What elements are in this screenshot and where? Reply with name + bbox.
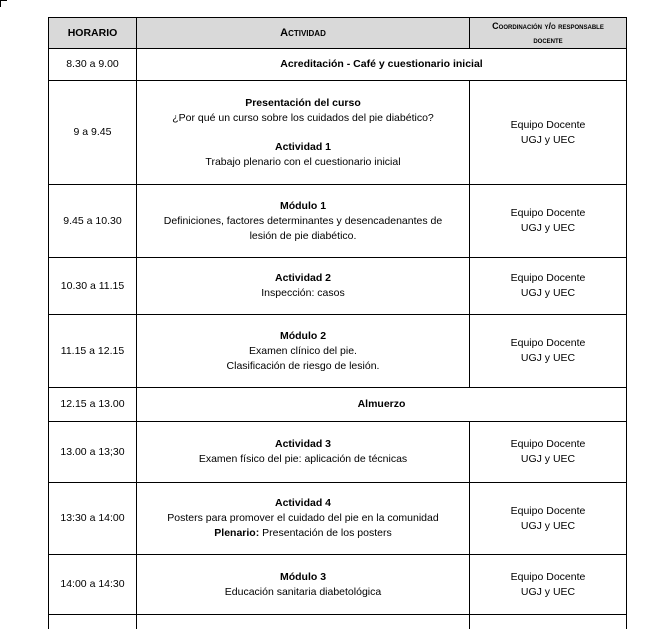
activity-cell [137,258,470,315]
coordination-units: UGJ y UEC [520,287,576,299]
coordination-team: Equipo Docente [510,570,586,583]
activity-title: Actividad 1 [274,140,332,153]
time-cell: 13:30 a 14:00 [49,483,137,555]
plenario-label: Plenario: [214,527,260,539]
page-corner-mark [0,0,7,7]
coordination-team: Equipo Docente [510,337,586,349]
full-activity-cell: Acreditación - Café y cuestionario inicial [137,49,627,81]
header-actividad: Actividad [137,18,470,49]
activity-cell [137,185,470,258]
header-coordinacion [470,18,627,49]
coordination-cell [470,185,627,258]
activity-cell [137,555,470,615]
activity-title: Actividad 3 [274,438,332,450]
full-activity-cell: Almuerzo [137,388,627,422]
time-cell: 9 a 9.45 [49,81,137,185]
header-horario: HORARIO [49,18,137,49]
schedule-table [48,17,627,629]
time-cell: 11.15 a 12.15 [49,315,137,388]
activity-text: Clasificación de riesgo de lesión. [226,359,380,372]
activity-text: ¿Por qué un curso sobre los cuidados del pie diabético? [172,111,434,124]
coordination-team: Equipo Docente [510,504,586,517]
coordination-units: UGJ y UEC [520,133,576,146]
activity-cell [137,315,470,388]
coordination-team: Equipo Docente [510,438,586,450]
activity-title: Actividad 2 [274,272,332,284]
time-cell: 9.45 a 10.30 [49,185,137,258]
activity-text: Examen clínico del pie. [249,344,357,357]
coordination-cell [470,81,627,185]
header-row [49,18,627,49]
coordination-units: UGJ y UEC [520,222,576,234]
time-cell: 8.30 a 9.00 [49,49,137,81]
coordination-cell [470,422,627,483]
time-cell: 13.00 a 13;30 [49,422,137,483]
coordination-units: UGJ y UEC [520,585,576,598]
coordination-units: UGJ y UEC [520,352,576,364]
activity-plenario [141,526,465,541]
time-cell: 10.30 a 11.15 [49,258,137,315]
table-row [49,555,627,615]
time-cell: 14:00 a 14:30 [49,555,137,615]
header-coordinacion-line1: Coordinación y/o responsable [492,21,604,31]
activity-title: Actividad 4 [274,497,332,509]
table-row [49,388,627,422]
activity-text: Educación sanitaria diabetológica [224,585,382,598]
activity-cell [137,483,470,555]
activity-cell-partial [137,615,470,629]
plenario-text: Presentación de los posters [259,527,392,539]
table-row [49,258,627,315]
table-row [49,483,627,555]
table-row [49,315,627,388]
activity-title: Módulo 3 [279,570,327,583]
coordination-team: Equipo Docente [510,207,586,219]
coordination-cell [470,555,627,615]
time-cell-partial [49,615,137,629]
table-row-partial [49,615,627,629]
activity-cell [137,422,470,483]
activity-title: Módulo 1 [279,199,327,212]
activity-text: Inspección: casos [261,287,345,299]
coordination-units: UGJ y UEC [520,519,576,532]
table-row [49,185,627,258]
coordination-cell-partial [470,615,627,629]
activity-title: Módulo 2 [279,329,327,342]
activity-text: Examen físico del pie: aplicación de técnicas [198,453,408,465]
header-coordinacion-line2: docente [533,35,563,45]
coordination-cell [470,315,627,388]
table-row [49,49,627,81]
activity-text: Posters para promover el cuidado del pie en la comunidad [167,512,439,524]
activity-text: Definiciones, factores determinantes y desencadenantes de [163,214,443,227]
time-cell: 12.15 a 13.00 [49,388,137,422]
coordination-team: Equipo Docente [510,272,586,284]
coordination-cell [470,258,627,315]
table-row [49,81,627,185]
table-row [49,422,627,483]
coordination-cell [470,483,627,555]
activity-text: Trabajo plenario con el cuestionario inicial [205,155,401,168]
coordination-team: Equipo Docente [510,118,586,131]
coordination-units: UGJ y UEC [520,453,576,465]
activity-text: lesión de pie diabético. [249,229,357,242]
activity-title: Presentación del curso [245,96,361,109]
activity-cell [137,81,470,185]
